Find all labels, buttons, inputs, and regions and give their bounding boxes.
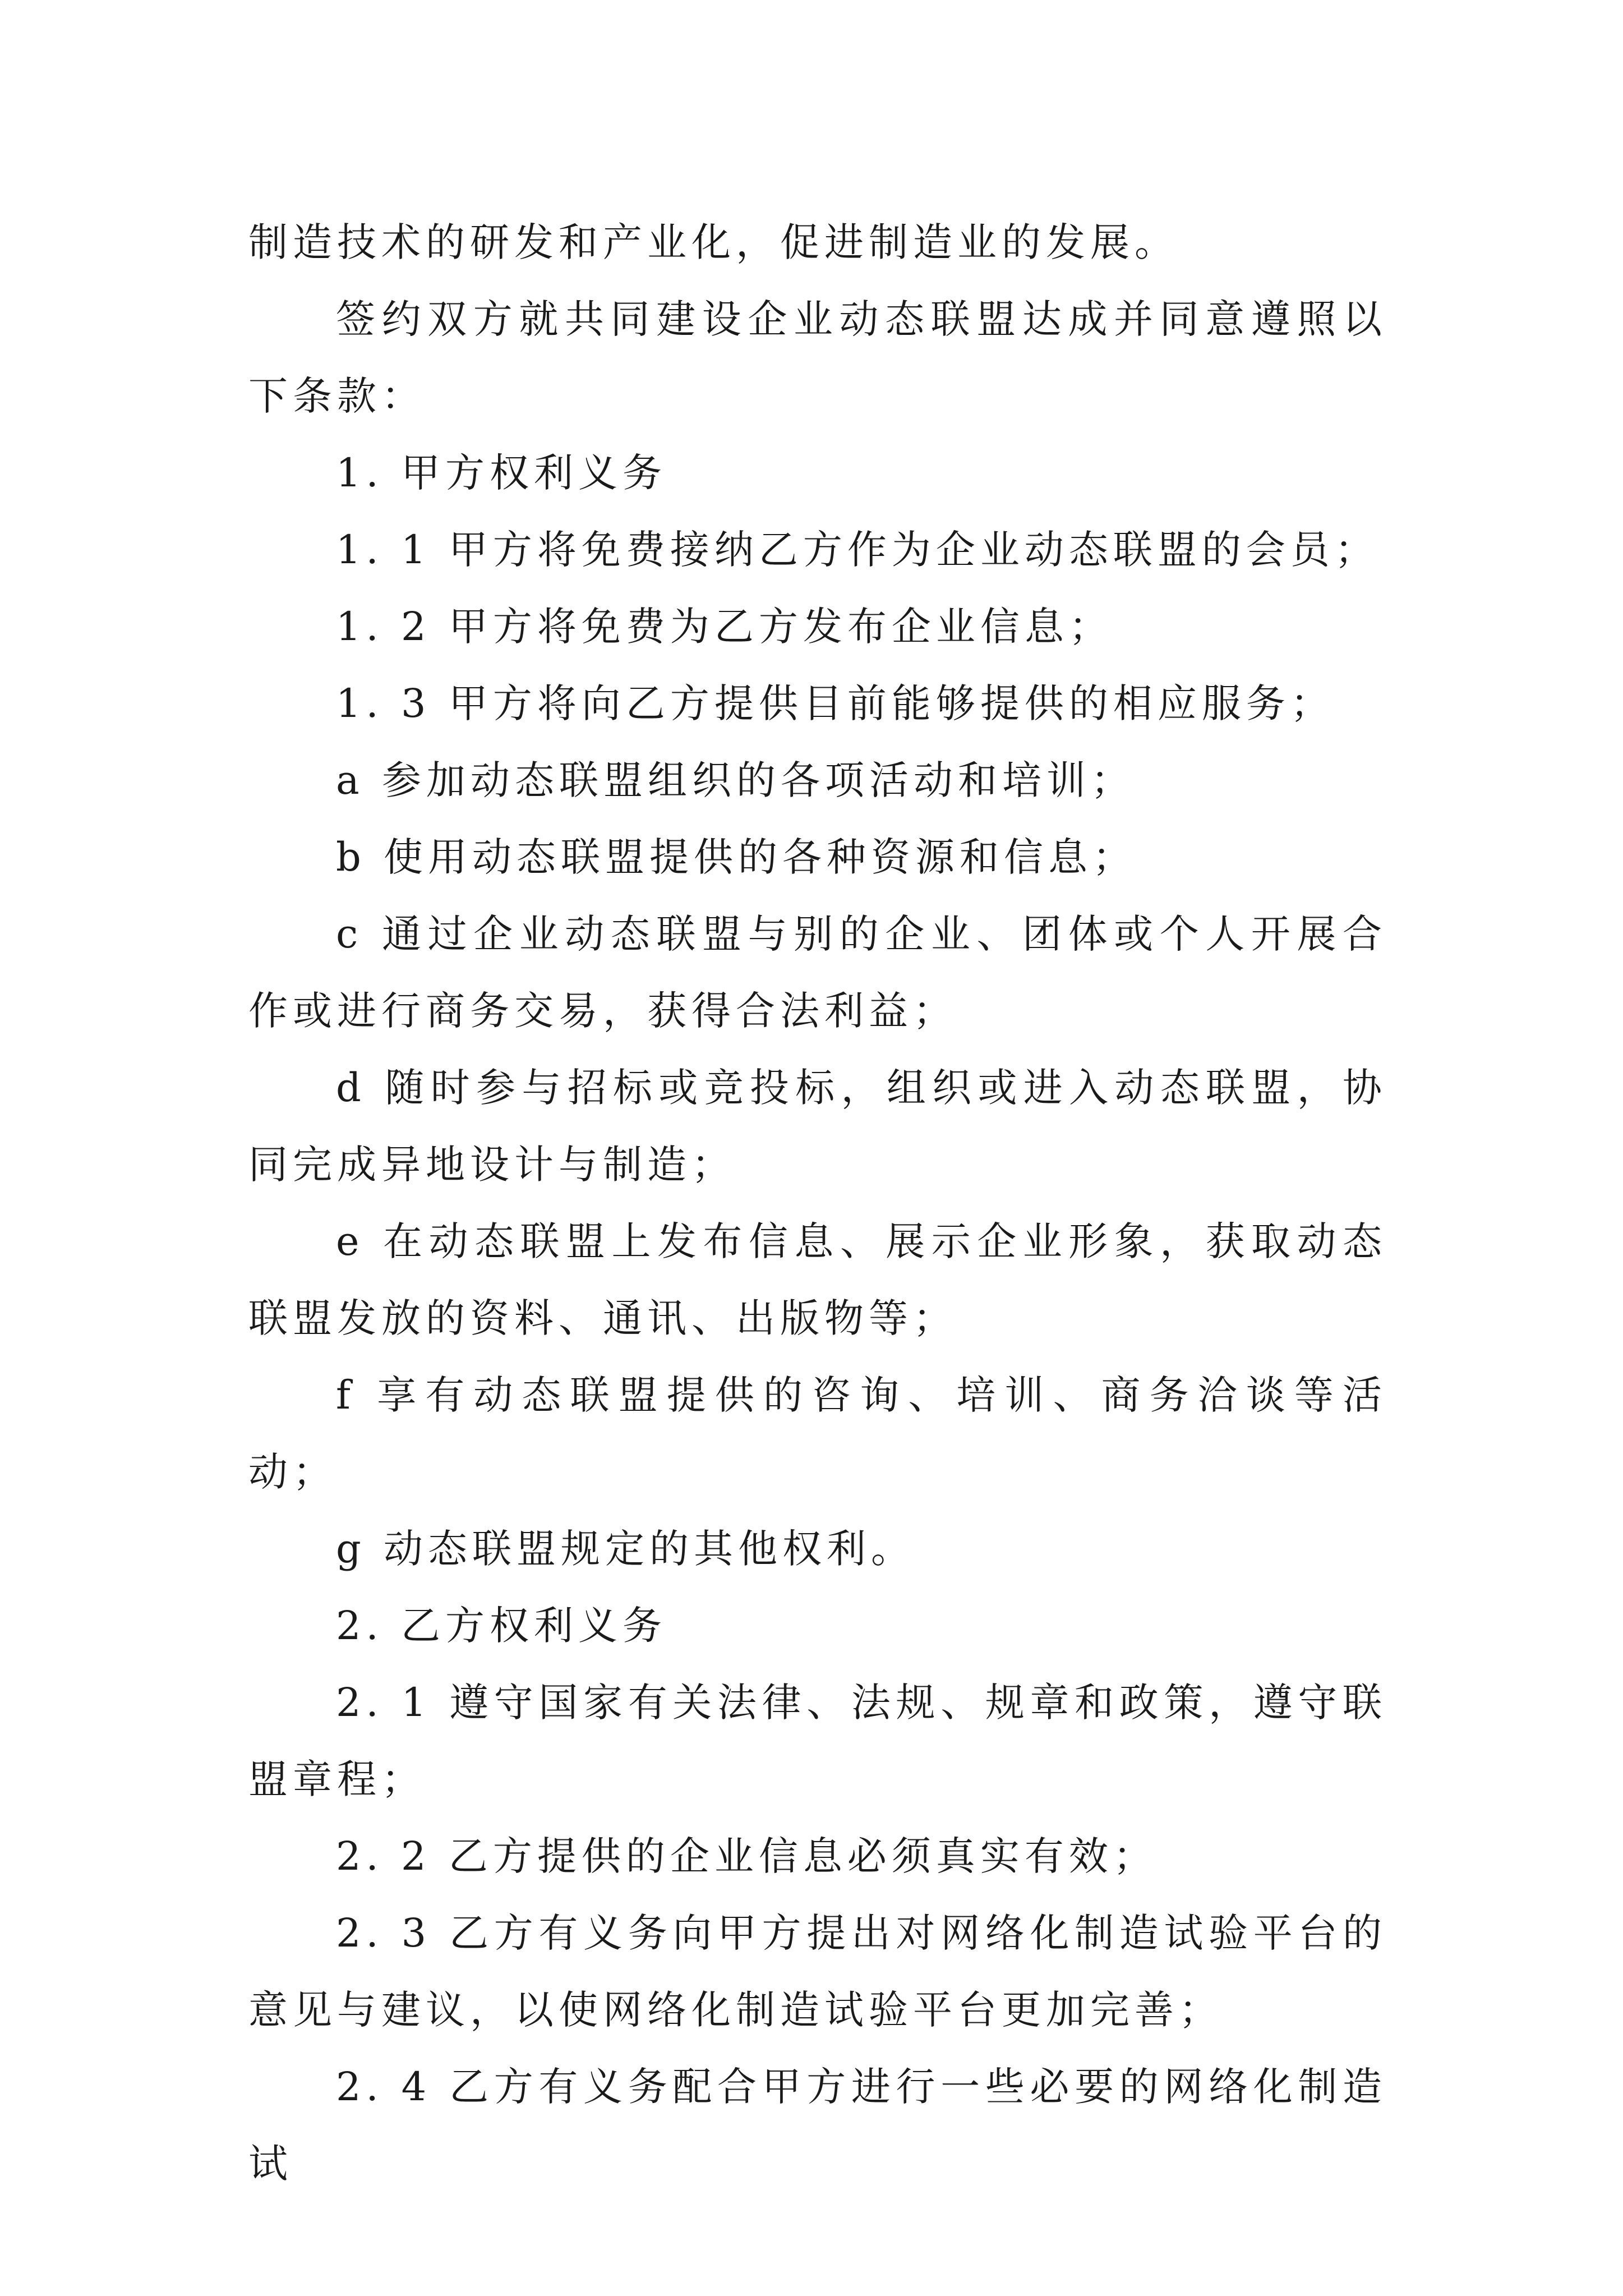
clause-2-2: 2. 2 乙方提供的企业信息必须真实有效； — [336, 1833, 1158, 1879]
clause-1-3: 1. 3 甲方将向乙方提供目前能够提供的相应服务； — [336, 680, 1335, 726]
service-item-c: c 通过企业动态联盟与别的企业、团体或个人开展合作或进行商务交易，获得合法利益； — [248, 911, 1387, 1034]
clause-1-2: 1. 2 甲方将免费为乙方发布企业信息； — [336, 604, 1113, 650]
heading-party-a-rights: 1. 甲方权利义务 — [336, 450, 667, 496]
clause-2-4: 2. 4 乙方有义务配合甲方进行一些必要的网络化制造试 — [248, 2064, 1387, 2187]
clause-2-3: 2. 3 乙方有义务向甲方提出对网络化制造试验平台的意见与建议，以使网络化制造试验平台更加完善； — [248, 1910, 1387, 2033]
service-item-b: b 使用动态联盟提供的各种资源和信息； — [336, 834, 1137, 880]
service-item-e: e 在动态联盟上发布信息、展示企业形象，获取动态联盟发放的资料、通讯、出版物等； — [248, 1218, 1387, 1341]
clause-1-1: 1. 1 甲方将免费接纳乙方作为企业动态联盟的会员； — [336, 527, 1379, 573]
paragraph-continuation: 制造技术的研发和产业化，促进制造业的发展。 — [248, 219, 1179, 265]
clause-2-1: 2. 1 遵守国家有关法律、法规、规章和政策，遵守联盟章程； — [248, 1680, 1387, 1802]
paragraph-agreement-intro: 签约双方就共同建设企业动态联盟达成并同意遵照以下条款： — [248, 296, 1387, 419]
document-body — [248, 204, 1387, 2202]
service-item-f: f 享有动态联盟提供的咨询、培训、商务洽谈等活动； — [248, 1372, 1387, 1495]
heading-party-b-rights: 2. 乙方权利义务 — [336, 1603, 667, 1649]
service-item-a: a 参加动态联盟组织的各项活动和培训； — [336, 757, 1135, 803]
service-item-g: g 动态联盟规定的其他权利。 — [336, 1526, 916, 1572]
service-item-d: d 随时参与招标或竞投标，组织或进入动态联盟，协同完成异地设计与制造； — [248, 1065, 1387, 1188]
